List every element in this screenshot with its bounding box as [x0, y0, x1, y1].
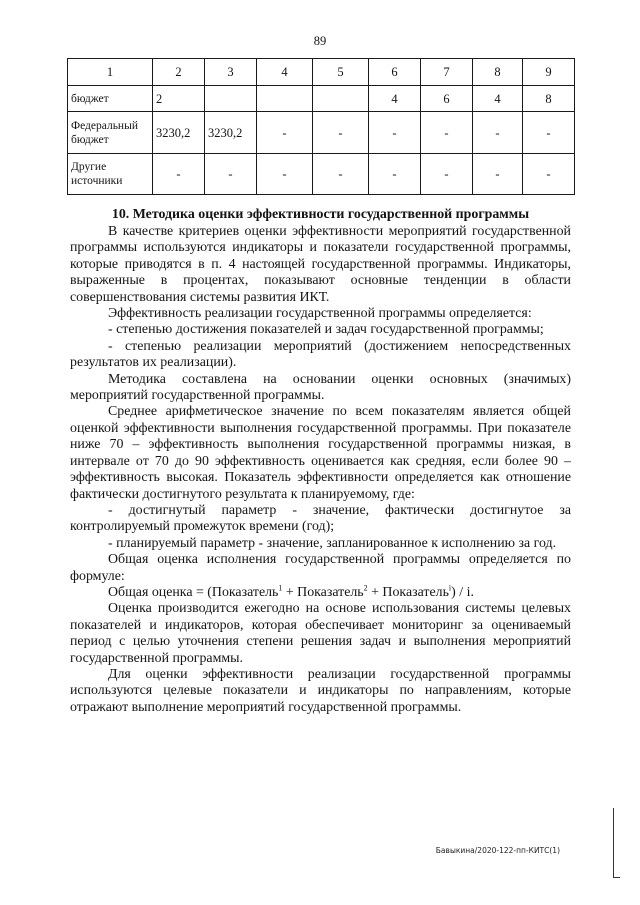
table-row	[68, 112, 575, 154]
table-cell	[313, 86, 369, 112]
table-cell: -	[257, 112, 313, 154]
paragraph: Общая оценка исполнения государственной программы определяется по формуле:	[70, 552, 571, 584]
formula-part: Общая оценка = (Показатель	[108, 584, 279, 600]
section-body	[70, 207, 571, 716]
formula-part: + Показатель	[367, 584, 449, 600]
row-label: бюджет	[68, 86, 153, 112]
paragraph: Среднее арифметическое значение по всем показателям является общей оценкой эффективности выполнения государственной программы. При показателе ниже 70 – эффективность выполнения государственной программы низкая, в интервале от 70 до 90 эффективность оценивается как средняя, если более 90 – эффективность высокая. Показатель эффективности определяется как отношение фактически достигнутого результата к планируемому, где:	[70, 404, 571, 502]
table-header-cell: 1	[68, 59, 153, 86]
table-header-cell: 6	[369, 59, 421, 86]
formula-superscript: 1	[278, 583, 283, 593]
table-cell: 6	[421, 86, 473, 112]
paragraph: - достигнутый параметр - значение, фактически достигнутое за контролируемый промежуток времени (год);	[70, 502, 571, 535]
section-heading: 10. Методика оценки эффективности государственной программы	[111, 207, 530, 222]
table-header-cell: 4	[257, 59, 313, 86]
table-header-cell: 5	[313, 59, 369, 86]
table-row	[68, 154, 575, 195]
table-cell: 3230,2	[205, 112, 257, 154]
paragraph: Для оценки эффективности реализации государственной программы используются целевые показатели и индикаторы по направлениям, которые отражают выполнение мероприятий государственной программы.	[70, 666, 571, 715]
paragraph: - степенью реализации мероприятий (достижением непосредственных результатов их реализации).	[70, 338, 571, 371]
page-edge-line	[613, 877, 620, 878]
row-label: Федеральный бюджет	[68, 112, 153, 154]
table-cell: -	[257, 154, 313, 195]
formula-part: + Показатель	[282, 584, 364, 600]
table-header-cell: 8	[473, 59, 523, 86]
table-cell: -	[421, 154, 473, 195]
table-header-cell: 2	[153, 59, 205, 86]
table-cell: 4	[369, 86, 421, 112]
formula-part: ) / i.	[451, 584, 474, 600]
table-cell: -	[313, 154, 369, 195]
formula-superscript: i	[448, 583, 452, 593]
row-label: Другие источники	[68, 154, 153, 195]
table-cell: -	[473, 154, 523, 195]
table-header-row	[68, 59, 575, 86]
table-cell: 8	[523, 86, 575, 112]
table-cell: -	[421, 112, 473, 154]
document-code: Бавыкина/2020-122-пп-КИТС(1)	[435, 846, 560, 855]
paragraph: Оценка производится ежегодно на основе использования системы целевых показателей и индикаторов, которая обеспечивает мониторинг за оцениваемый период с целью уточнения степени решения задач и выполнения мероприятий государственной программы.	[70, 601, 571, 666]
table-cell: -	[523, 112, 575, 154]
funding-table	[67, 58, 575, 195]
formula-superscript: 2	[363, 583, 368, 593]
table-cell: -	[313, 112, 369, 154]
table-header-cell: 9	[523, 59, 575, 86]
paragraph: В качестве критериев оценки эффективности мероприятий государственной программы используются индикаторы и показатели государственной программы, которые приводятся в п. 4 настоящей государственной программы. Индикаторы, выраженные в процентах, показывают основные тенденции в области совершенствования системы развития ИКТ.	[70, 224, 571, 305]
table-cell: 4	[473, 86, 523, 112]
paragraph: Эффективность реализации государственной программы определяется:	[108, 306, 532, 322]
table-cell: 3230,2	[153, 112, 205, 154]
table-cell	[205, 86, 257, 112]
table-cell: -	[369, 112, 421, 154]
table-row	[68, 86, 575, 112]
table-header-cell: 7	[421, 59, 473, 86]
table-cell: -	[153, 154, 205, 195]
table-cell: 2	[153, 86, 205, 112]
paragraph: Методика составлена на основании оценки основных (значимых) мероприятий государственной программы.	[70, 371, 571, 404]
paragraph: - степенью достижения показателей и задач государственной программы;	[108, 322, 544, 338]
formula	[70, 585, 571, 601]
page-number: 89	[313, 34, 327, 48]
paragraph: - планируемый параметр - значение, запланированное к исполнению за год.	[108, 535, 557, 551]
table-cell: -	[523, 154, 575, 195]
table-header-cell: 3	[205, 59, 257, 86]
table-cell: -	[473, 112, 523, 154]
table-cell: -	[205, 154, 257, 195]
table-cell	[257, 86, 313, 112]
page-edge-line	[613, 808, 614, 878]
table-cell: -	[369, 154, 421, 195]
